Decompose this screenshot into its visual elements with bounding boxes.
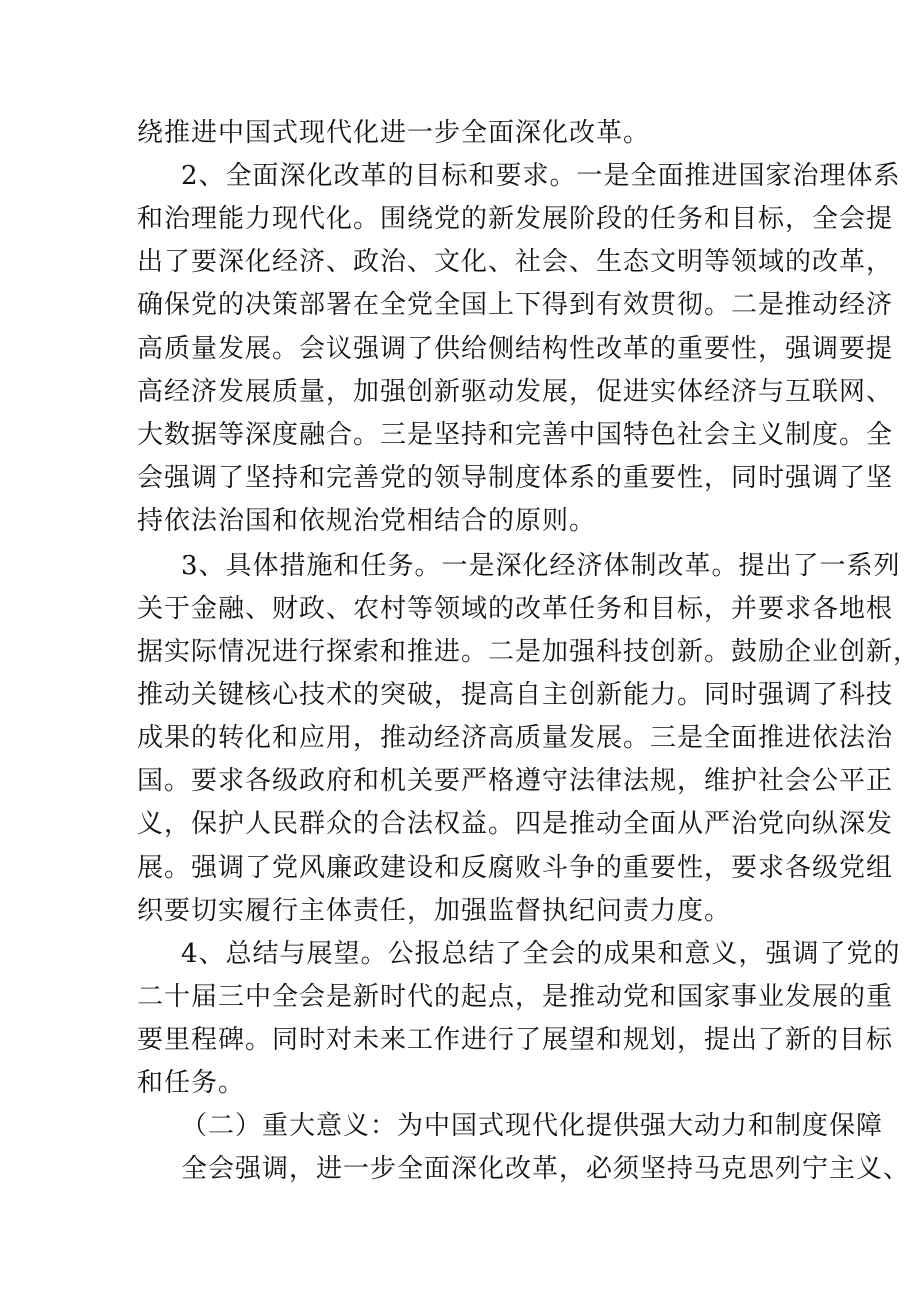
- text-line: 3、具体措施和任务。一是深化经济体制改革。提出了一系列: [181, 551, 901, 581]
- text-line: 2、全面深化改革的目标和要求。一是全面推进国家治理体系: [181, 161, 901, 191]
- text-line: 全会强调，进一步全面深化改革，必须坚持马克思列宁主义、: [181, 1154, 911, 1184]
- text-line: 高经济发展质量，加强创新驱动发展，促进实体经济与互联网、: [137, 377, 894, 407]
- text-line: 确保党的决策部署在全党全国上下得到有效贯彻。二是推动经济: [137, 290, 894, 320]
- text-line: 大数据等深度融合。三是坚持和完善中国特色社会主义制度。全: [137, 420, 894, 450]
- text-line: 展。强调了党风廉政建设和反腐败斗争的重要性，要求各级党组: [137, 853, 894, 883]
- text-line: 成果的转化和应用，推动经济高质量发展。三是全面推进依法治: [137, 723, 894, 753]
- text-line: 和任务。: [137, 1068, 246, 1098]
- text-line: 绕推进中国式现代化进一步全面深化改革。: [137, 118, 651, 148]
- text-line: 推动关键核心技术的突破，提高自主创新能力。同时强调了科技: [137, 680, 894, 710]
- section-heading: （二）重大意义：为中国式现代化提供强大动力和制度保障: [181, 1111, 884, 1141]
- text-line: 据实际情况进行探索和推进。二是加强科技创新。鼓励企业创新，: [137, 637, 920, 667]
- text-line: 和治理能力现代化。围绕党的新发展阶段的任务和目标，全会提: [137, 204, 894, 234]
- text-line: 织要切实履行主体责任，加强监督执纪问责力度。: [137, 896, 732, 926]
- text-line: 持依法治国和依规治党相结合的原则。: [137, 506, 597, 536]
- text-line: 要里程碑。同时对未来工作进行了展望和规划，提出了新的目标: [137, 1025, 894, 1055]
- text-line: 4、总结与展望。公报总结了全会的成果和意义，强调了党的: [181, 939, 901, 969]
- text-line: 二十届三中全会是新时代的起点，是推动党和国家事业发展的重: [137, 982, 894, 1012]
- text-line: 会强调了坚持和完善党的领导制度体系的重要性，同时强调了坚: [137, 463, 894, 493]
- text-line: 关于金融、财政、农村等领域的改革任务和目标，并要求各地根: [137, 594, 894, 624]
- text-line: 高质量发展。会议强调了供给侧结构性改革的重要性，强调要提: [137, 334, 894, 364]
- text-line: 义，保护人民群众的合法权益。四是推动全面从严治党向纵深发: [137, 809, 894, 839]
- text-line: 出了要深化经济、政治、文化、社会、生态文明等领域的改革，: [137, 247, 894, 277]
- text-line: 国。要求各级政府和机关要严格遵守法律法规，维护社会公平正: [137, 766, 894, 796]
